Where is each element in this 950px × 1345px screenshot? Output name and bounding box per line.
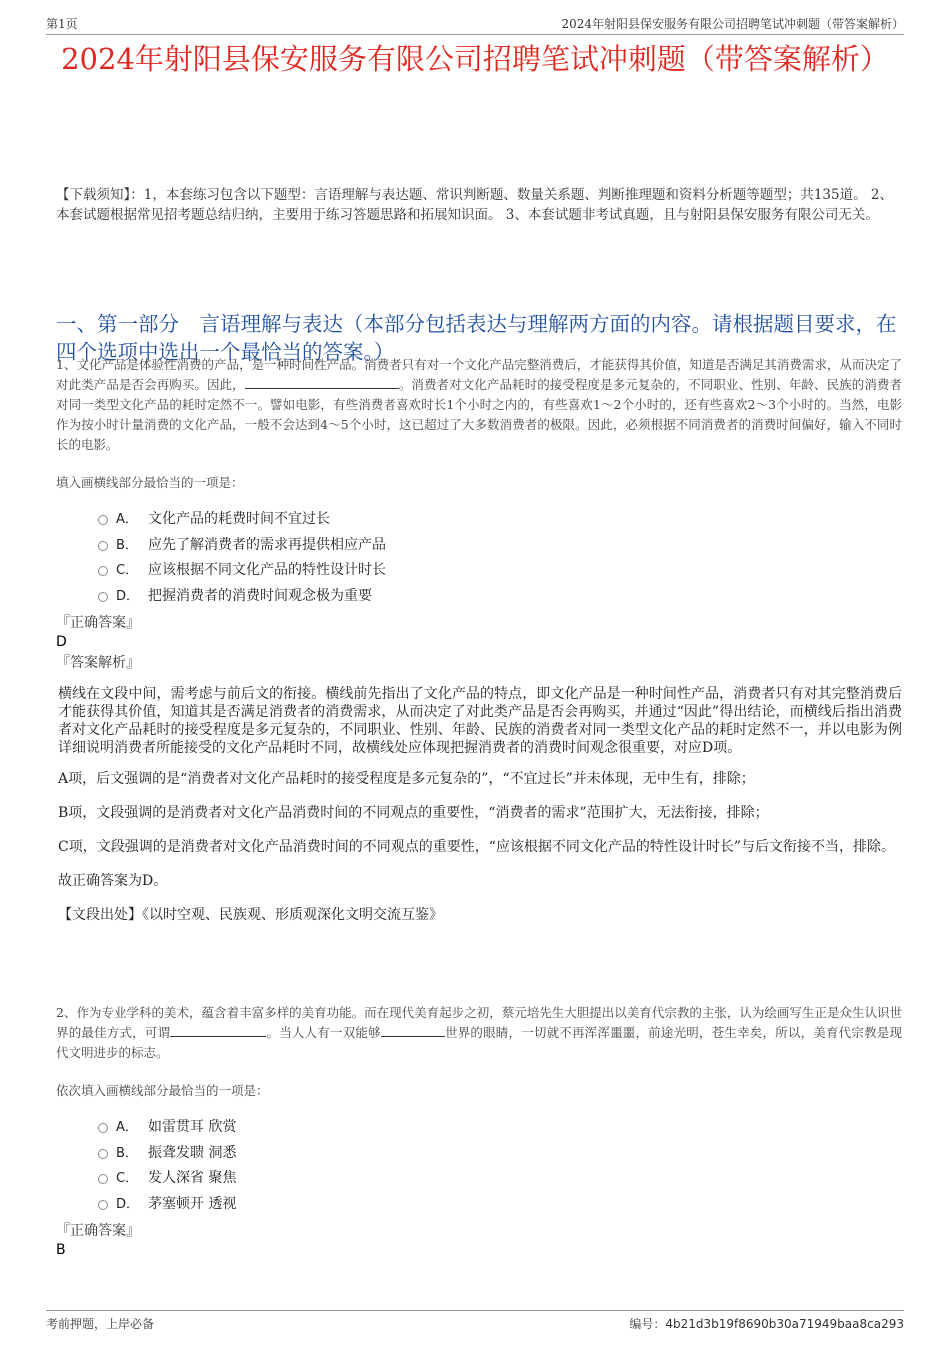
option-d[interactable]: D． 茅塞顿开 透视 bbox=[56, 1192, 902, 1218]
option-b[interactable]: B． 振聋发聩 洞悉 bbox=[56, 1141, 902, 1167]
answer-blank bbox=[245, 375, 399, 389]
radio-button-icon[interactable] bbox=[98, 1200, 108, 1210]
page-footer bbox=[46, 1310, 904, 1333]
footer-slogan: 考前押题，上岸必备 bbox=[46, 1317, 155, 1331]
radio-button-icon[interactable] bbox=[98, 1174, 108, 1184]
radio-button-icon[interactable] bbox=[98, 566, 108, 576]
section-heading: 一、第一部分 言语理解与表达（本部分包括表达与理解两方面的内容。请根据题目要求，在四个选项中选出一个最恰当的答案。） bbox=[56, 312, 897, 364]
correct-answer-label: 『正确答案』 bbox=[56, 1223, 140, 1239]
analysis-label: 『答案解析』 bbox=[56, 655, 140, 671]
question-1-stem-before: 1、文化产品是体验性消费的产品，是一种时间性产品。消费者只有对一个文化产品完整消费后，才能获得其价值，知道是否满足其消费需求，从而决定了对此类产品是否会再购买。因此， bbox=[56, 357, 902, 392]
option-b[interactable]: B． 应先了解消费者的需求再提供相应产品 bbox=[56, 533, 902, 559]
radio-button-icon[interactable] bbox=[98, 541, 108, 551]
question-1-prompt: 填入画横线部分最恰当的一项是： bbox=[56, 475, 244, 490]
answer-blank bbox=[381, 1023, 445, 1037]
analysis-paragraph: 故正确答案为D。 bbox=[58, 873, 168, 889]
radio-button-icon[interactable] bbox=[98, 592, 108, 602]
page-number: 第1页 bbox=[46, 17, 78, 31]
correct-answer-label: 『正确答案』 bbox=[56, 615, 140, 631]
radio-button-icon[interactable] bbox=[98, 1123, 108, 1133]
option-c[interactable]: C． 应该根据不同文化产品的特性设计时长 bbox=[56, 558, 902, 584]
question-1-options bbox=[56, 507, 902, 609]
document-title: 2024年射阳县保安服务有限公司招聘笔试冲刺题（带答案解析） bbox=[61, 42, 889, 76]
analysis-paragraph: B项，文段强调的是消费者对文化产品消费时间的不同观点的重要性，“消费者的需求”范围扩大，无法衔接，排除； bbox=[58, 805, 769, 821]
question-1-stem-after: 。消费者对文化产品耗时的接受程度是多元复杂的，不同职业、性别、年龄、民族的消费者对同一类型文化产品的耗时定然不一。譬如电影，有些消费者喜欢时长1个小时之内的，有些喜欢1～2个小时的，还有些喜欢2～3个小时的。当然，电影作为按小时计量消费的文化产品，一般不会达到4～5个小时，这已超过了大多数消费者的极限。因此，必须根据不同消费者的消费时间偏好，输入不同时长的电影。 bbox=[56, 377, 902, 452]
document-serial: 编号：4b21d3b19f8690b30a71949baa8ca293 bbox=[629, 1317, 904, 1331]
question-2-prompt: 依次填入画横线部分最恰当的一项是： bbox=[56, 1083, 269, 1098]
correct-answer-value: B bbox=[56, 1242, 66, 1258]
option-a[interactable]: A． 如雷贯耳 欣赏 bbox=[56, 1115, 902, 1141]
source-citation: 【文段出处】《以时空观、民族观、形质观深化文明交流互鉴》 bbox=[58, 907, 443, 923]
analysis-paragraph: A项，后文强调的是“消费者对文化产品耗时的接受程度是多元复杂的”，“不宜过长”并未体现，无中生有，排除； bbox=[58, 771, 755, 787]
question-2-stem: 2、作为专业学科的美术，蕴含着丰富多样的美育功能。而在现代美育起步之初，蔡元培先生大胆提出以美育代宗教的主张，认为绘画写生正是众生认识世界的最佳方式，可谓 。当人人有一双能够 世界的眼睛，一切就不再浑浑噩噩，前途光明，苍生幸矣，所以，美育代宗教是现代文明进步的标志。 bbox=[56, 1005, 902, 1060]
question-1-stem bbox=[56, 355, 902, 455]
download-notice: 【下载须知】：1，本套练习包含以下题型：言语理解与表达题、常识判断题、数量关系题、判断推理题和资料分析题等题型；共135道。 2、本套试题根据常见招考题总结归纳，主要用于练习答题思路和拓展知识面。 3、本套试题非考试真题，且与射阳县保安服务有限公司无关。 bbox=[56, 187, 893, 223]
page-header bbox=[46, 12, 904, 35]
question-2 bbox=[56, 1003, 902, 1259]
radio-button-icon[interactable] bbox=[98, 515, 108, 525]
question-1 bbox=[56, 355, 902, 924]
correct-answer-value: D bbox=[56, 634, 67, 650]
option-d[interactable]: D． 把握消费者的消费时间观念极为重要 bbox=[56, 584, 902, 610]
answer-blank bbox=[170, 1023, 266, 1037]
option-a[interactable]: A． 文化产品的耗费时间不宜过长 bbox=[56, 507, 902, 533]
question-2-options bbox=[56, 1115, 902, 1217]
running-title: 2024年射阳县保安服务有限公司招聘笔试冲刺题（带答案解析） bbox=[561, 17, 904, 31]
option-c[interactable]: C． 发人深省 聚焦 bbox=[56, 1166, 902, 1192]
analysis-paragraph: 横线在文段中间，需考虑与前后文的衔接。横线前先指出了文化产品的特点，即文化产品是一种时间性产品，消费者只有对其完整消费后才能获得其价值，知道其是否满足消费者的消费需求，从而决定了对此类产品是否会再购买，并通过“因此”得出结论，而横线后指出消费者对文化产品耗时的接受程度是多元复杂的，不同职业、性别、年龄、民族的消费者对同一类型文化产品的耗时定然不一，并以电影为例详细说明消费者所能接受的文化产品耗时不同，故横线处应体现把握消费者的消费时间观念很重要，对应D项。 bbox=[58, 686, 902, 756]
question-1-analysis bbox=[56, 685, 902, 924]
radio-button-icon[interactable] bbox=[98, 1149, 108, 1159]
analysis-paragraph: C项，文段强调的是消费者对文化产品消费时间的不同观点的重要性，“应该根据不同文化产品的特性设计时长”与后文衔接不当，排除。 bbox=[58, 839, 896, 855]
